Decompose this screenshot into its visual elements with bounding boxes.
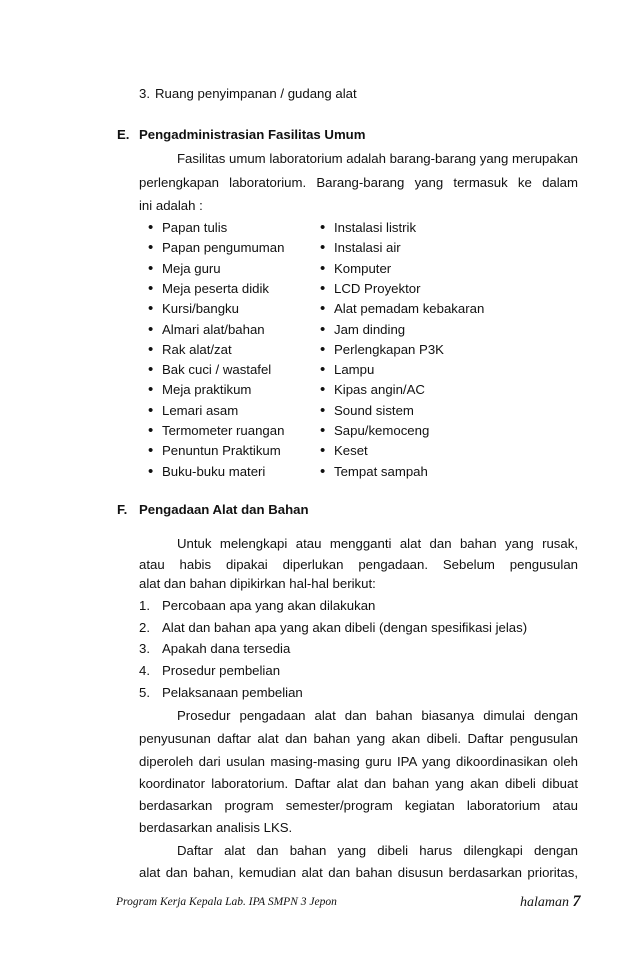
facility-item [320, 382, 425, 398]
bullet-icon: • [320, 320, 326, 338]
bullet-icon: • [320, 300, 326, 318]
list-line: Daftar alat dan bahan yang dibeli harus dilengkapi dengan [177, 843, 578, 858]
bullet-icon: • [148, 340, 154, 358]
facility-item-label: Instalasi listrik [334, 220, 417, 235]
procedure-line: berdasarkan program semester/program kegiatan laboratorium atau [139, 798, 578, 813]
facility-item-label: Penuntun Praktikum [162, 443, 281, 459]
section-e-para-line: perlengkapan laboratorium. Barang-barang yang termasuk ke dalam [139, 175, 578, 190]
facility-item [148, 443, 281, 459]
facility-item [148, 403, 238, 419]
facility-item-label: Papan tulis [162, 220, 228, 235]
bullet-icon: • [148, 422, 154, 439]
section-f-intro-line: atau habis dipakai diperlukan pengadaan. Sebelum pengusulan [139, 557, 578, 572]
bullet-icon: • [148, 259, 154, 277]
facility-item [148, 382, 251, 398]
bullet-icon: • [320, 442, 326, 460]
footer-page-number: 7 [572, 893, 581, 910]
footer-document-title: Program Kerja Kepala Lab. IPA SMPN 3 Jepon [116, 896, 337, 908]
section-f-intro-line: alat dan bahan dipikirkan hal-hal berikut: [139, 576, 376, 591]
step-number: 2. [139, 619, 150, 635]
facility-item-label: Meja peserta didik [162, 280, 270, 296]
step-text: Prosedur pembelian [162, 663, 281, 679]
step-text: Alat dan bahan apa yang akan dibeli (dengan spesifikasi jelas) [162, 619, 528, 635]
facility-item-label: Alat pemadam kebakaran [334, 301, 485, 317]
facility-item-label: Meja praktikum [162, 382, 252, 398]
bullet-icon: • [148, 462, 154, 480]
bullet-icon: • [320, 259, 326, 277]
procedure-line: Prosedur pengadaan alat dan bahan biasanya dimulai dengan [177, 708, 578, 723]
bullet-icon: • [148, 239, 154, 257]
facility-item [148, 281, 269, 297]
facility-item [320, 423, 429, 439]
procedure-line: diperoleh dari usulan masing-masing guru IPA yang dikoordinasikan oleh [139, 754, 578, 769]
facility-item [320, 322, 405, 338]
facility-item [320, 403, 414, 419]
facility-item-label: Termometer ruangan [162, 423, 285, 438]
facility-item [148, 240, 284, 256]
facility-item [148, 322, 265, 338]
facility-item-label: Papan pengumuman [162, 240, 285, 256]
bullet-icon: • [320, 401, 326, 419]
facility-item [320, 301, 484, 317]
facility-item-label: Keset [334, 443, 368, 459]
bullet-icon: • [148, 320, 154, 338]
facility-item-label: Lampu [334, 362, 375, 378]
top-item-text: Ruang penyimpanan / gudang alat [155, 86, 357, 101]
facility-item-label: Sapu/kemoceng [334, 423, 430, 438]
step-text: Percobaan apa yang akan dilakukan [162, 598, 376, 613]
footer-page-label: halaman [520, 895, 569, 910]
bullet-icon: • [148, 361, 154, 379]
footer-page [520, 893, 581, 911]
facility-item-label: Kipas angin/AC [334, 382, 425, 398]
facility-item [148, 301, 239, 317]
facility-item [148, 261, 221, 277]
facility-item-label: Tempat sampah [334, 463, 428, 479]
facility-item-label: Perlengkapan P3K [334, 341, 444, 357]
facility-item [320, 261, 391, 277]
facility-item-label: Kursi/bangku [162, 301, 239, 317]
facility-item-label: Sound sistem [334, 402, 414, 418]
bullet-icon: • [148, 442, 154, 460]
procedure-line: penyusunan daftar alat dan bahan yang akan dibeli. Daftar pengusulan [139, 731, 578, 746]
facility-item [320, 342, 444, 358]
facility-item [148, 423, 284, 439]
facility-item-label: Lemari asam [162, 402, 239, 418]
section-e-title: Pengadministrasian Fasilitas Umum [139, 127, 366, 142]
section-e-letter: E. [117, 127, 130, 142]
step-number: 1. [139, 598, 150, 613]
facility-item-label: Buku-buku materi [162, 463, 266, 479]
facility-item-label: Jam dinding [334, 321, 406, 337]
facility-item-label: LCD Proyektor [334, 280, 421, 296]
section-e-para-line: ini adalah : [139, 198, 203, 213]
facility-item [320, 464, 428, 480]
step-number: 5. [139, 684, 150, 700]
bullet-icon: • [320, 239, 326, 257]
procedure-line: koordinator laboratorium. Daftar alat dan bahan yang akan dibeli dibuat [139, 776, 578, 791]
top-item-number: 3. [139, 86, 150, 101]
bullet-icon: • [148, 401, 154, 419]
section-e-para-line: Fasilitas umum laboratorium adalah barang-barang yang merupakan [177, 151, 578, 166]
facility-item [148, 464, 265, 480]
bullet-icon: • [320, 219, 326, 236]
bullet-icon: • [320, 462, 326, 480]
facility-item-label: Instalasi air [334, 240, 401, 256]
step-text: Apakah dana tersedia [162, 641, 291, 657]
step-number: 4. [139, 663, 150, 679]
step-text: Pelaksanaan pembelian [162, 684, 303, 700]
facility-item [320, 281, 420, 297]
facility-item-label: Meja guru [162, 260, 221, 276]
list-line: alat dan bahan, kemudian alat dan bahan disusun berdasarkan prioritas, [139, 865, 578, 880]
section-f-title: Pengadaan Alat dan Bahan [139, 502, 309, 517]
facility-item [148, 220, 227, 236]
facility-item [148, 342, 232, 358]
facility-item-label: Rak alat/zat [162, 341, 232, 357]
bullet-icon: • [148, 300, 154, 318]
facility-item [320, 240, 401, 256]
bullet-icon: • [320, 422, 326, 439]
procedure-line: berdasarkan analisis LKS. [139, 820, 293, 835]
facility-item [320, 362, 374, 378]
bullet-icon: • [148, 381, 154, 399]
section-f-letter: F. [117, 502, 128, 517]
bullet-icon: • [320, 381, 326, 399]
facility-item [320, 443, 368, 459]
facility-item [320, 220, 416, 236]
bullet-icon: • [320, 361, 326, 379]
section-f-intro-line: Untuk melengkapi atau mengganti alat dan bahan yang rusak, [177, 536, 578, 551]
bullet-icon: • [148, 279, 154, 297]
bullet-icon: • [320, 279, 326, 297]
bullet-icon: • [320, 340, 326, 358]
bullet-icon: • [148, 219, 154, 236]
facility-item-label: Almari alat/bahan [162, 321, 265, 337]
step-number: 3. [139, 641, 150, 657]
facility-item [148, 362, 271, 378]
facility-item-label: Komputer [334, 260, 392, 276]
facility-item-label: Bak cuci / wastafel [162, 362, 272, 378]
